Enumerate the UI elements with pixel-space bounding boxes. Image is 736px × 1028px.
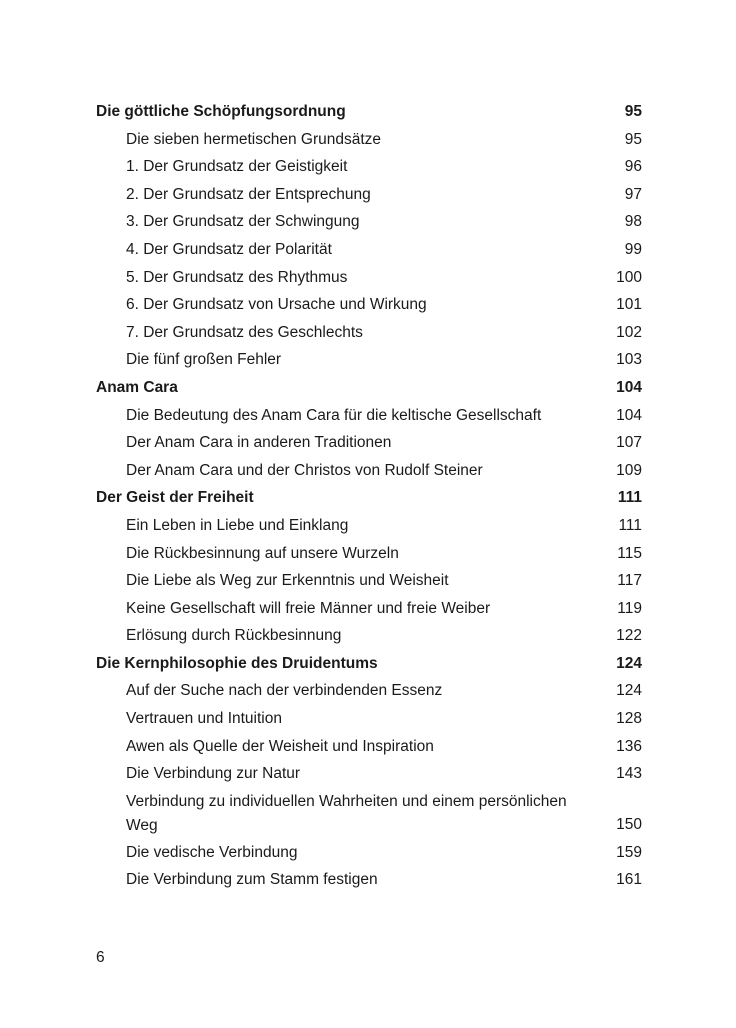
toc-entry-page: 95 xyxy=(624,103,642,120)
toc-entry-title: Auf der Suche nach der verbindenden Essenz xyxy=(126,682,443,700)
toc-section-entry xyxy=(96,236,642,264)
toc-entry-title: Die Verbindung zum Stamm festigen xyxy=(126,871,378,889)
toc-entry-page: 99 xyxy=(624,240,642,258)
toc-entry-title: Die sieben hermetischen Grundsätze xyxy=(126,130,382,148)
toc-entry-title: 2. Der Grundsatz der Entsprechung xyxy=(126,185,371,203)
toc-entry-page: 104 xyxy=(616,378,642,396)
toc-entry-title: Der Anam Cara in anderen Traditionen xyxy=(126,434,392,452)
toc-section-entry xyxy=(96,512,642,540)
toc-entry-page: 117 xyxy=(617,572,642,590)
toc-section-entry xyxy=(96,181,642,209)
toc-entry-page: 122 xyxy=(616,627,642,645)
toc-section-entry xyxy=(96,788,642,839)
toc-section-entry xyxy=(96,705,642,733)
toc-section-entry xyxy=(96,760,642,788)
toc-entry-page: 96 xyxy=(624,158,642,176)
toc-entry-page: 101 xyxy=(616,296,642,314)
toc-section-entry xyxy=(96,153,642,181)
toc-entry-title: 4. Der Grundsatz der Polarität xyxy=(126,240,332,258)
toc-section-entry xyxy=(96,866,642,894)
toc-entry-page: 109 xyxy=(616,461,642,479)
toc-entry-page: 159 xyxy=(616,843,642,861)
toc-section-entry xyxy=(96,126,642,154)
toc-entry-title: Awen als Quelle der Weisheit und Inspiration xyxy=(126,737,434,755)
toc-entry-page: 111 xyxy=(617,489,642,507)
toc-section-entry xyxy=(96,540,642,568)
toc-section-entry xyxy=(96,622,642,650)
toc-entry-page: 98 xyxy=(624,213,642,231)
toc-entry-page: 115 xyxy=(617,544,642,562)
toc-entry-title: Verbindung zu individuellen Wahrheiten und einem persönlichen Weg xyxy=(126,792,567,834)
toc-entry-page: 124 xyxy=(616,682,642,700)
toc-entry-page: 95 xyxy=(624,130,642,148)
toc-section-entry xyxy=(96,319,642,347)
toc-entry-page: 103 xyxy=(616,351,642,369)
toc-entry-page: 161 xyxy=(616,871,642,889)
toc-entry-title: Ein Leben in Liebe und Einklang xyxy=(126,516,349,534)
toc-entry-title: Der Geist der Freiheit xyxy=(96,489,254,507)
table-of-contents xyxy=(96,98,642,894)
toc-chapter-entry xyxy=(96,374,642,402)
toc-section-entry xyxy=(96,429,642,457)
toc-entry-page: 111 xyxy=(618,516,642,534)
toc-section-entry xyxy=(96,457,642,485)
toc-entry-title: 6. Der Grundsatz von Ursache und Wirkung xyxy=(126,296,427,314)
toc-section-entry xyxy=(96,264,642,292)
toc-section-entry xyxy=(96,733,642,761)
toc-entry-page: 128 xyxy=(616,710,642,728)
toc-entry-title: Die Rückbesinnung auf unsere Wurzeln xyxy=(126,544,399,562)
toc-section-entry xyxy=(96,346,642,374)
toc-chapter-entry xyxy=(96,484,642,512)
toc-entry-title: Der Anam Cara und der Christos von Rudolf Steiner xyxy=(126,461,483,479)
toc-entry-page: 136 xyxy=(616,737,642,755)
toc-entry-title: Die göttliche Schöpfungsordnung xyxy=(96,103,346,120)
toc-entry-page: 119 xyxy=(617,599,642,617)
toc-entry-title: 1. Der Grundsatz der Geistigkeit xyxy=(126,158,348,176)
toc-entry-title: Die Kernphilosophie des Druidentums xyxy=(96,654,378,672)
toc-entry-page: 107 xyxy=(616,434,642,452)
toc-entry-page: 100 xyxy=(616,268,642,286)
toc-entry-title: Die fünf großen Fehler xyxy=(126,351,282,369)
toc-chapter-entry xyxy=(96,98,642,126)
toc-section-entry xyxy=(96,595,642,623)
toc-entry-page: 104 xyxy=(616,406,642,424)
toc-entry-page: 143 xyxy=(616,765,642,783)
toc-entry-title: 7. Der Grundsatz des Geschlechts xyxy=(126,323,363,341)
toc-chapter-entry xyxy=(96,650,642,678)
page-number: 6 xyxy=(96,949,105,966)
toc-entry-title: Die Bedeutung des Anam Cara für die keltische Gesellschaft xyxy=(126,406,542,424)
toc-section-entry xyxy=(96,839,642,867)
toc-entry-title: Die Verbindung zur Natur xyxy=(126,765,301,783)
toc-section-entry xyxy=(96,677,642,705)
toc-entry-page: 150 xyxy=(616,816,642,834)
toc-entry-title: Keine Gesellschaft will freie Männer und freie Weiber xyxy=(126,599,491,617)
toc-entry-title: Die vedische Verbindung xyxy=(126,843,298,861)
toc-entry-title: Anam Cara xyxy=(96,378,178,396)
toc-section-entry xyxy=(96,567,642,595)
toc-entry-page: 102 xyxy=(616,323,642,341)
toc-entry-page: 124 xyxy=(616,654,642,672)
toc-entry-title: 5. Der Grundsatz des Rhythmus xyxy=(126,268,348,286)
toc-entry-page: 97 xyxy=(624,185,642,203)
toc-entry-title: Die Liebe als Weg zur Erkenntnis und Weisheit xyxy=(126,572,449,590)
toc-entry-title: Erlösung durch Rückbesinnung xyxy=(126,627,342,645)
toc-section-entry xyxy=(96,208,642,236)
toc-section-entry xyxy=(96,402,642,430)
toc-section-entry xyxy=(96,291,642,319)
toc-entry-title: 3. Der Grundsatz der Schwingung xyxy=(126,213,360,231)
toc-entry-title: Vertrauen und Intuition xyxy=(126,710,282,728)
